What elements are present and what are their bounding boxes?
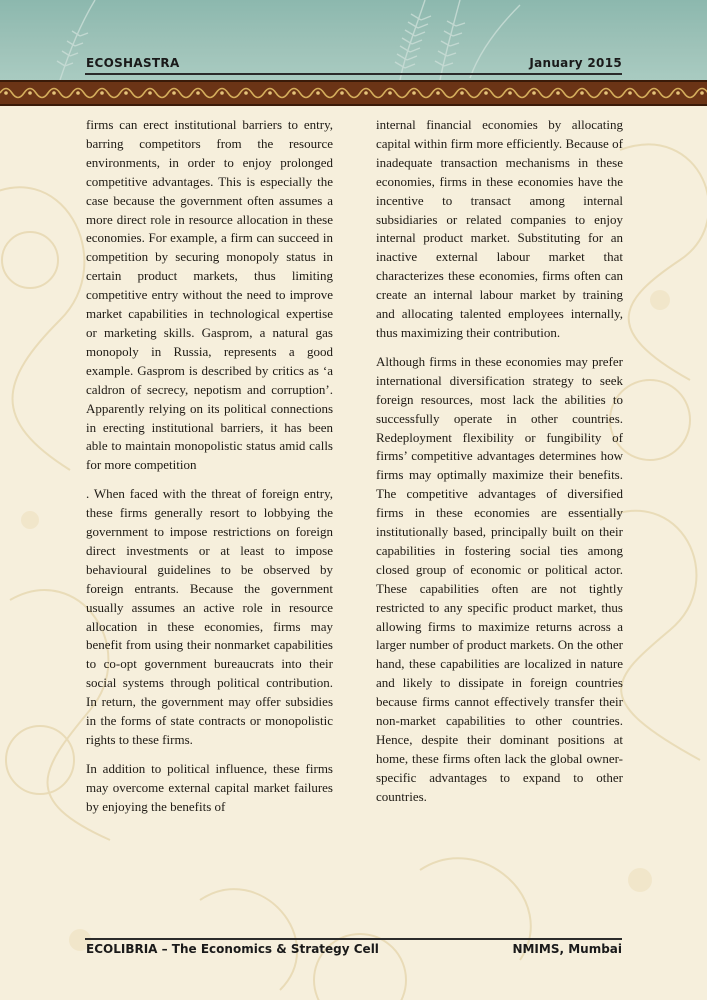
publication-title: ECOSHASTRA [86, 56, 180, 70]
footer-divider [85, 938, 622, 940]
footer-institution: NMIMS, Mumbai [512, 942, 622, 956]
paragraph: firms can erect institutional barriers to entry, barring competitors from the resource environments, in order to enjoy prolonged competitive advantages. This is especially the case because the government often assumes a more direct role in resource allocation in these economies. For example, a firm can succeed in competition by securing monopoly status in certain product markets, thus limiting competitive entry without the need to improve market capabilities in technological expertise or marketing skills. Gasprom, a natural gas monopoly in Russia, represents a good example. Gasprom is described by critics as ‘a caldron of secrecy, nepotism and corruption’. Apparently relying on its political connections in erecting institutional barriers, it has been able to maintain monopolistic status amid calls for more competition [86, 117, 333, 473]
right-column [376, 116, 623, 827]
article-body [86, 116, 623, 827]
issue-date: January 2015 [529, 56, 622, 70]
header-divider [85, 73, 622, 75]
footer-cell-name: ECOLIBRIA – The Economics & Strategy Cell [86, 942, 379, 956]
paragraph: In addition to political influence, these firms may overcome external capital market failures by enjoying the benefits of [86, 760, 333, 814]
paragraph: . When faced with the threat of foreign entry, these firms generally resort to lobbying the government to impose restrictions on foreign direct investments or at least to impose behavioural guidelines to be observed by foreign entrants. Because the government usually assumes an active role in resource allocation in these economies, firms may benefit from using their nonmarket capabilities to co-opt government bureaucrats into their social systems through political contribution. In return, the government may offer subsidies in the forms of state contracts or monopolistic rights to these firms. [86, 486, 333, 747]
left-column [86, 116, 333, 827]
ornamental-border [0, 80, 707, 106]
paragraph: Although firms in these economies may prefer international diversification strategy to seek foreign resources, most lack the abilities to successfully operate in other countries. Redeployment flexibility or fungibility of firms’ competitive advantages determines how firms may optimally maximize their benefits. The competitive advantages of diversified firms in these economies are essentially institutionally based, principally built on their capabilities in fostering social ties among closed group of economic or political actor. These capabilities often are not tightly restricted to any specific product market, thus allowing firms to maximize returns across a larger number of product markets. On the other hand, these capabilities are localized in nature and likely to dissipate in foreign countries because firms cannot effectively transfer their non-market capabilities to other countries. Hence, despite their dominant positions at home, these firms often lack the global owner-specific advantages to expand to other countries. [376, 353, 623, 804]
paragraph: internal financial economies by allocating capital within firm more efficiently. Because of inadequate transaction mechanisms in these economies, firms in these economies have the incentive to transact among internal subsidiaries or related companies to enjoy internal product market. Substituting for an inactive external labour market that characterizes these economies, firms often can create an internal labour market by training and allocating talented employees internally, thus maximizing their contribution. [376, 117, 623, 340]
